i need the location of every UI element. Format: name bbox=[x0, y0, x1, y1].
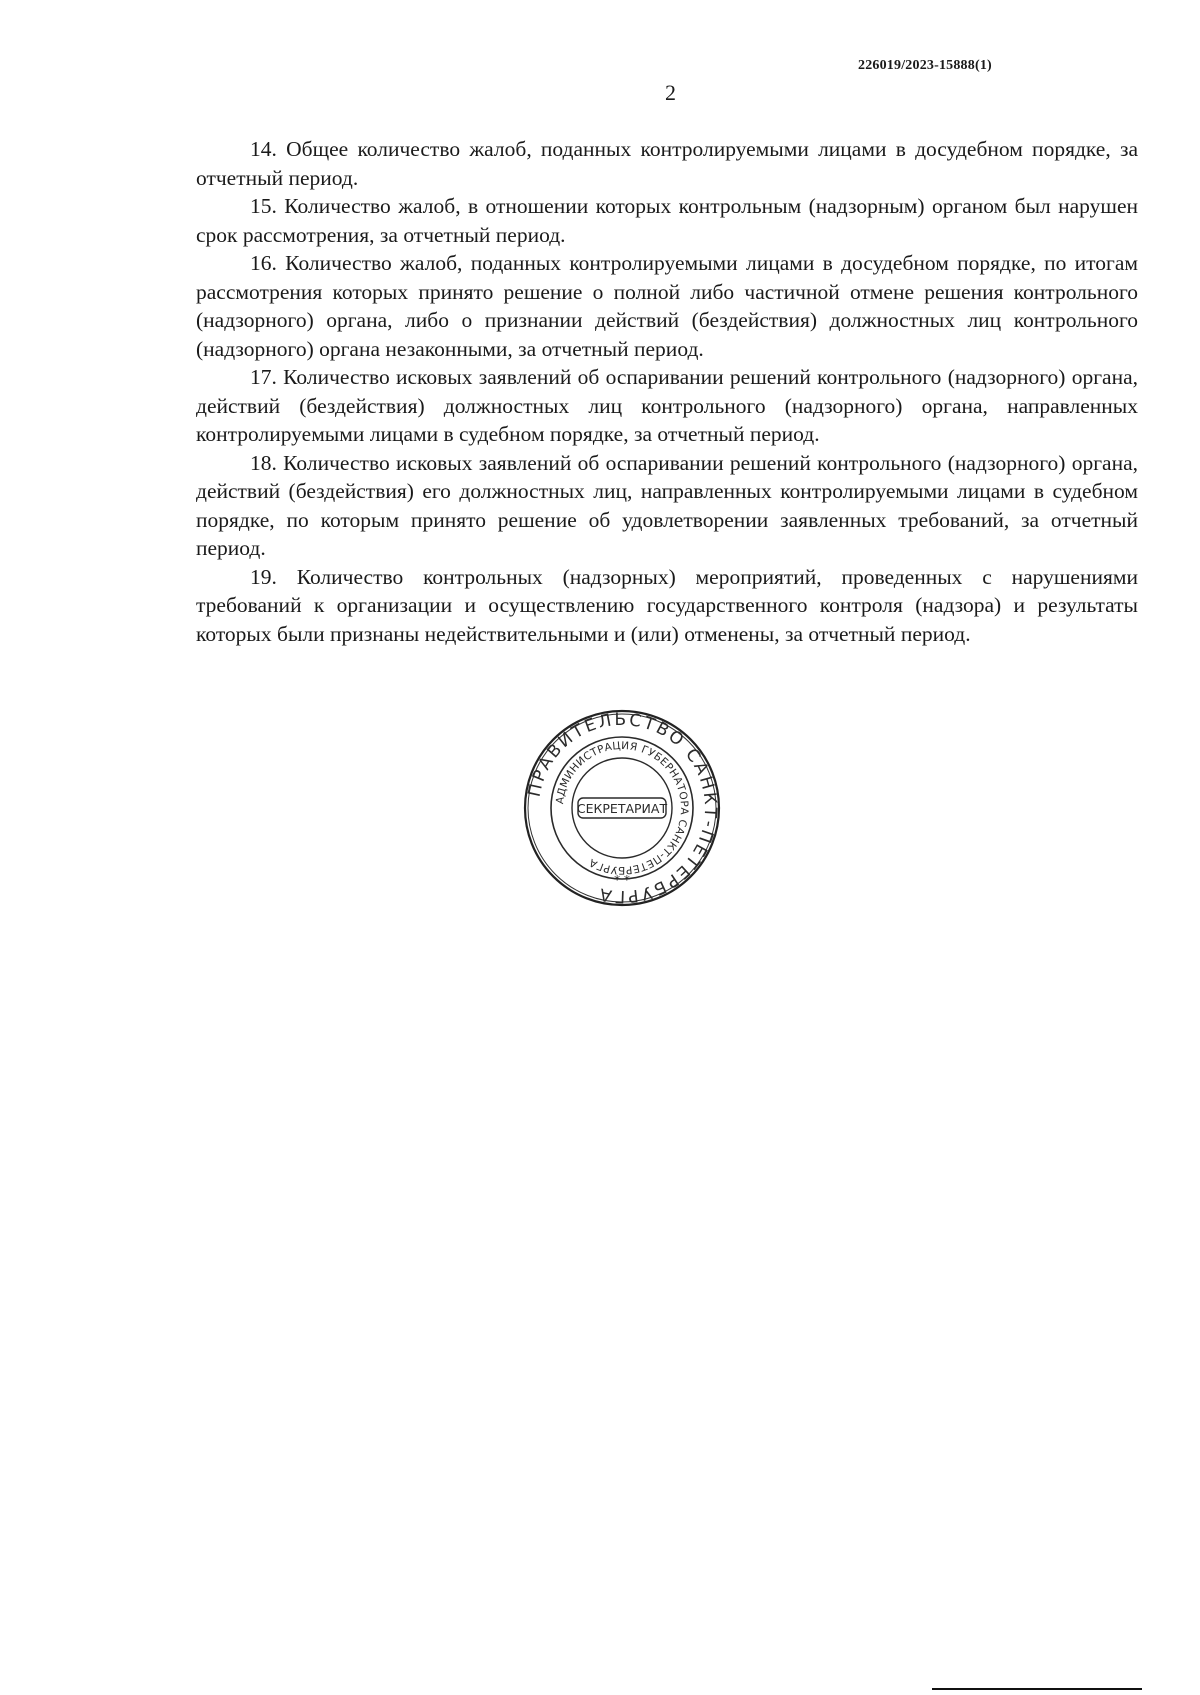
list-item: 15. Количество жалоб, в отношении которых контрольным (надзорным) органом был нарушен срок рассмотрения, за отчетный период. bbox=[196, 194, 1138, 247]
document-id-number: 226019/2023-15888(1) bbox=[858, 58, 992, 73]
footer-rule bbox=[932, 1688, 1142, 1690]
list-item: 17. Количество исковых заявлений об оспаривании решений контрольного (надзорного) органа, действий (бездействия) должностных лиц контрольного (надзорного) органа, направленных контролируемыми лицами в судебном порядке, за отчетный период. bbox=[196, 365, 1138, 446]
stamp-seal-graphic bbox=[522, 708, 722, 908]
stamp-center-text: СЕКРЕТАРИАТ bbox=[576, 801, 668, 816]
list-item: 14. Общее количество жалоб, поданных контролируемыми лицами в досудебном порядке, за отчетный период. bbox=[196, 137, 1138, 190]
list-item: 18. Количество исковых заявлений об оспаривании решений контрольного (надзорного) органа, действий (бездействия) его должностных лиц, направленных контролируемыми лицами в судебном порядке, по которым принято решение об удовлетворении заявленных требований, за отчетный период. bbox=[196, 450, 1138, 560]
stamp-stars: * * bbox=[614, 873, 630, 887]
stamp-inner-text: АДМИНИСТРАЦИЯ ГУБЕРНАТОРА САНКТ-ПЕТЕРБУРГА bbox=[554, 739, 691, 877]
official-stamp bbox=[522, 708, 722, 908]
list-item: 16. Количество жалоб, поданных контролируемыми лицами в досудебном порядке, по итогам рассмотрения которых принято решение о полной либо частичной отмене решения контрольного (надзорного) органа, либо о признании действий (бездействия) должностных лиц контрольного (надзорного) органа незаконными, за отчетный период. bbox=[196, 251, 1138, 361]
list-item: 19. Количество контрольных (надзорных) мероприятий, проведенных с нарушениями требований к организации и осуществлению государственного контроля (надзора) и результаты которых были признаны недействительными и (или) отменены, за отчетный период. bbox=[196, 564, 1138, 646]
stamp-outer-text: ПРАВИТЕЛЬСТВО САНКТ-ПЕТЕРБУРГА bbox=[524, 709, 721, 907]
page-number: 2 bbox=[665, 80, 676, 105]
document-body bbox=[196, 135, 1138, 648]
